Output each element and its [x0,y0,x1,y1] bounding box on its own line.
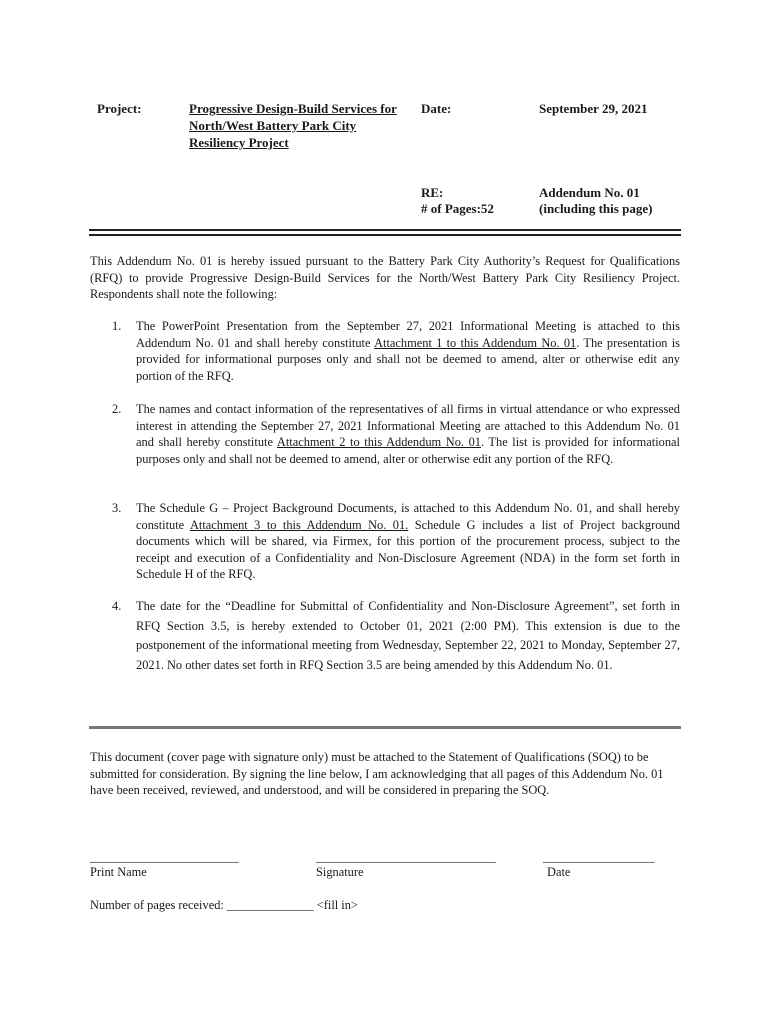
item-number: 1. [112,319,122,333]
item-text: . The list is provided for informational purposes only and shall not be deemed to amend, alter or otherwise edit any portion of the RFQ. [136,435,680,466]
attachment-reference: Attachment 2 to this Addendum No. 01 [276,435,481,450]
item-number: 2. [112,402,122,416]
attachment-reference: Attachment 3 to this Addendum No. 01. [189,517,409,532]
date-value: September 29, 2021 [539,101,648,116]
section-divider [89,726,681,729]
addendum-note: (including this page) [539,201,653,216]
item-number: 4. [112,599,122,613]
page-count-label: # of Pages:52 [421,201,494,216]
attachment-reference: Attachment 1 to this Addendum No. 01 [374,335,577,350]
header-divider [89,229,681,236]
item-number: 3. [112,501,122,515]
item-text: The names and contact information of the representatives of all firms in virtual attendance or who expressed interest in attending the September 27, 2021 Informational Meeting are attached to this Addendum No. 01 and shall hereby constitute [136,402,680,450]
addendum-number: Addendum No. 01 [539,185,640,200]
date-signature-label: Date [547,865,571,879]
signature-label: Signature [316,865,364,879]
print-name-label: Print Name [90,865,147,879]
item-text: The date for the “Deadline for Submittal of Confidentiality and Non-Disclosure Agreement”, set forth in RFQ Section 3.5, is hereby extended to October 01, 2021 (2:00 PM). This extension is due to the postponement of the informational meeting from Wednesday, September 22, 2021 to Monday, September 27, 2021. No other dates set forth in RFQ Section 3.5 are being amended by this Addendum No. 01. [136,599,680,672]
project-title: Progressive Design-Build Services for North/West Battery Park City Resiliency Project [189,101,397,150]
item-text: The PowerPoint Presentation from the September 27, 2021 Informational Meeting is attached to this Addendum No. 01 and shall hereby constitute [136,319,680,350]
item-text: The Schedule G – Project Background Documents, is attached to this Addendum No. 01, and shall hereby constitute [136,501,680,532]
signature-line[interactable]: _____________________________ [316,850,496,864]
project-label: Project: [97,101,142,116]
list-item [90,597,680,675]
list-item [90,500,680,583]
print-name-line[interactable]: ________________________ [90,850,239,864]
item-text: . The presentation is provided for informational purposes only and shall not be deemed to amend, alter or otherwise edit any portion of the RFQ. [136,335,680,383]
date-line[interactable]: __________________ [543,850,655,864]
item-text: Schedule G includes a list of Project background documents which will be shared, via Firmex, for this portion of the procurement process, subject to the receipt and execution of a Confidentiality and Non-Disclosure Agreement (NDA) in the form set forth in Schedule H of the RFQ. [136,517,681,582]
acknowledgement-paragraph: This document (cover page with signature only) must be attached to the Statement of Qualifications (SOQ) to be submitted for consideration. By signing the line below, I am acknowledging that all pages of this Addendum No. 01 have been received, reviewed, and understood, and will be considered in preparing the SOQ. [90,750,664,798]
list-item [90,318,680,384]
list-item [90,401,680,467]
re-label: RE: [421,185,444,200]
date-label: Date: [421,101,452,116]
intro-paragraph: This Addendum No. 01 is hereby issued pursuant to the Battery Park City Authority’s Request for Qualifications (RFQ) to provide Progressive Design-Build Services for the North/West Battery Park City Resiliency Project. Respondents shall note the following: [90,254,680,302]
pages-received-field[interactable]: Number of pages received: ______________ <fill in> [90,898,358,912]
